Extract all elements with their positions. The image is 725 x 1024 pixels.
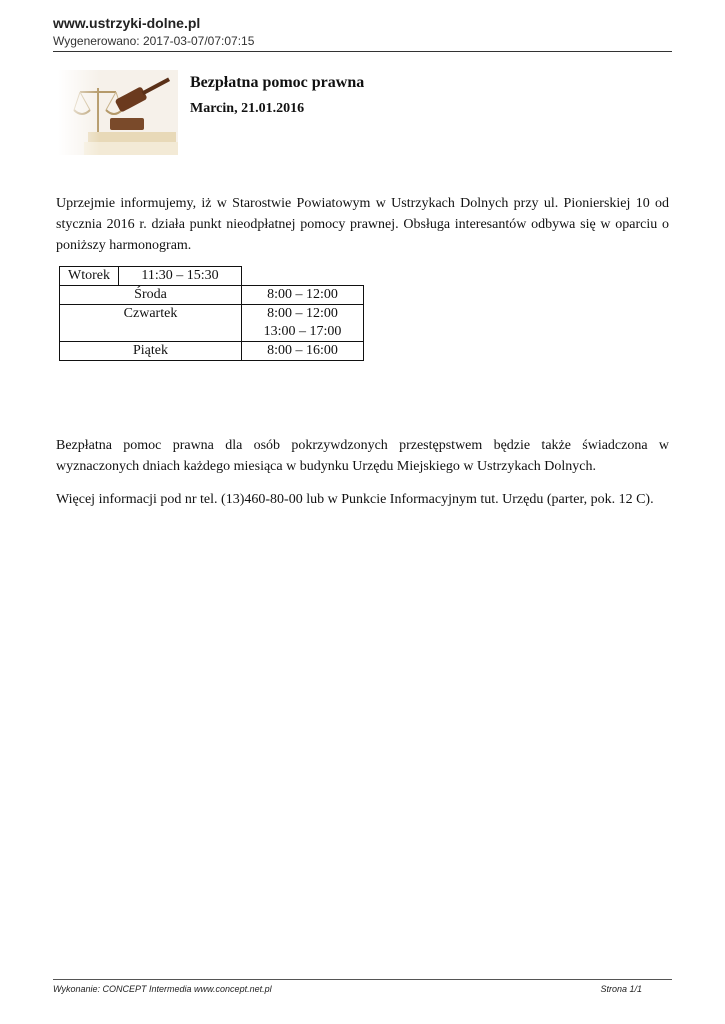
footer-credit: Wykonanie: CONCEPT Intermedia www.concept.net.pl	[53, 984, 272, 994]
schedule-empty-cell	[242, 267, 364, 286]
schedule-row	[60, 286, 364, 305]
header-divider	[53, 51, 672, 52]
page-number: Strona 1/1	[600, 984, 642, 994]
intro-paragraph: Uprzejmie informujemy, iż w Starostwie Powiatowym w Ustrzykach Dolnych przy ul. Pionierskiej 10 od stycznia 2016 r. działa punkt nieodpłatnej pomocy prawnej. Obsługa interesantów odbywa się w oparciu o poniższy harmonogram.	[56, 196, 669, 253]
schedule-day: Środa	[60, 286, 242, 305]
schedule-hours: 11:30 – 15:30	[119, 267, 242, 286]
schedule-day: Wtorek	[60, 267, 119, 286]
generated-timestamp: Wygenerowano: 2017-03-07/07:07:15	[53, 34, 255, 48]
victims-help-paragraph: Bezpłatna pomoc prawna dla osób pokrzywdzonych przestępstwem będzie także świadczona w wyznaczonych dniach każdego miesiąca w budynku Urzędu Miejskiego w Ustrzykach Dolnych.	[56, 438, 669, 474]
schedule-hours	[242, 305, 364, 342]
schedule-row	[60, 342, 364, 361]
schedule-row	[60, 267, 364, 286]
schedule-day: Czwartek	[60, 305, 242, 342]
schedule-hours: 8:00 – 12:00	[242, 286, 364, 305]
schedule-hours-line: 8:00 – 12:00	[267, 306, 338, 321]
site-title: www.ustrzyki-dolne.pl	[53, 15, 201, 31]
contact-paragraph: Więcej informacji pod nr tel. (13)460-80-00 lub w Punkcie Informacyjnym tut. Urzędu (parter, pok. 12 C).	[56, 492, 654, 507]
schedule-hours-line: 13:00 – 17:00	[263, 324, 342, 339]
article-thumbnail-image	[58, 70, 178, 155]
schedule-day: Piątek	[60, 342, 242, 361]
article-title: Bezpłatna pomoc prawna	[190, 74, 365, 91]
schedule-table	[59, 266, 364, 361]
schedule-row	[60, 305, 364, 342]
footer-divider	[53, 979, 672, 980]
article-author-date: Marcin, 21.01.2016	[190, 101, 305, 116]
schedule-hours: 8:00 – 16:00	[242, 342, 364, 361]
